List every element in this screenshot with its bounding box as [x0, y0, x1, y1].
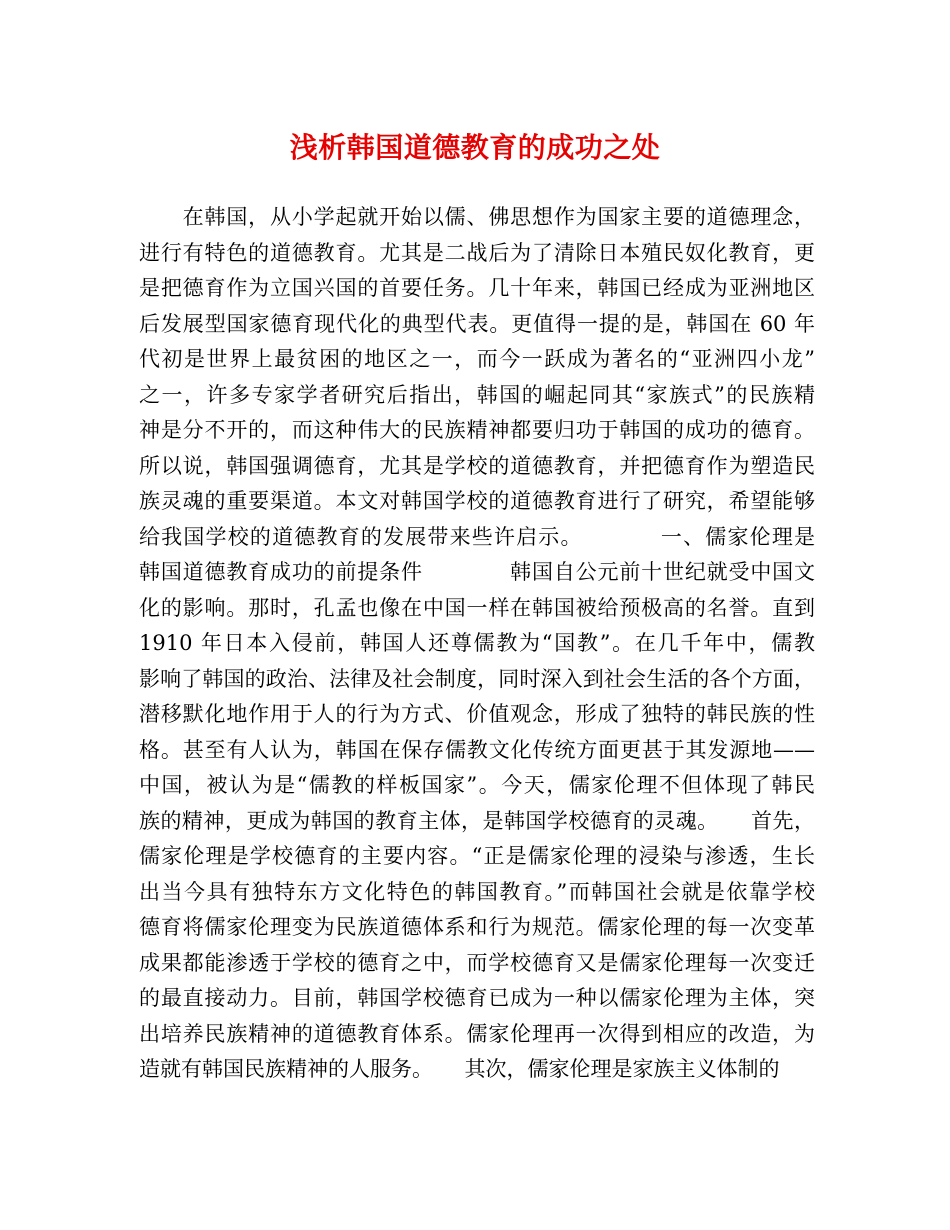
- text-line: 1910 年日本入侵前，韩国人还尊儒教为“国教”。在几千年中，儒教: [139, 631, 815, 655]
- text-line: 后发展型国家德育现代化的典型代表。更值得一提的是，韩国在 60 年: [139, 311, 815, 336]
- text-line: 儒家伦理是学校德育的主要内容。“正是儒家伦理的浸染与渗透，生长: [139, 844, 815, 868]
- text-line: 在韩国，从小学起就开始以儒、佛思想作为国家主要的道德理念，: [139, 205, 815, 229]
- text-line: 影响了韩国的政治、法律及社会制度，同时深入到社会生活的各个方面，: [139, 666, 815, 691]
- text-line: 潜移默化地作用于人的行为方式、价值观念，形成了独特的韩民族的性: [139, 702, 815, 726]
- text-line: 是把德育作为立国兴国的首要任务。几十年来，韩国已经成为亚洲地区: [139, 276, 815, 300]
- text-line: 出培养民族精神的道德教育体系。儒家伦理再一次得到相应的改造，为: [139, 1021, 815, 1046]
- text-line: 族的精神，更成为韩国的教育主体，是韩国学校德育的灵魂。 首先，: [139, 808, 815, 833]
- body-paragraph: [139, 200, 815, 1088]
- text-line: 中国，被认为是“儒教的样板国家”。今天，儒家伦理不但体现了韩民: [139, 773, 815, 797]
- text-line: 格。甚至有人认为，韩国在保存儒教文化传统方面更甚于其发源地——: [139, 737, 815, 762]
- text-line: 进行有特色的道德教育。尤其是二战后为了清除日本殖民奴化教育，更: [139, 240, 815, 265]
- text-line: 代初是世界上最贫困的地区之一，而今一跃成为著名的“亚洲四小龙”: [139, 347, 815, 371]
- text-line: 出当今具有独特东方文化特色的韩国教育。”而韩国社会就是依靠学校: [139, 879, 815, 904]
- text-line: 造就有韩国民族精神的人服务。 其次，儒家伦理是家族主义体制的: [139, 1057, 780, 1081]
- text-line: 的最直接动力。目前，韩国学校德育已成为一种以儒家伦理为主体，突: [139, 986, 815, 1010]
- document-title: 浅析韩国道德教育的成功之处: [289, 131, 661, 164]
- text-line: 化的影响。那时，孔孟也像在中国一样在韩国被给预极高的名誉。直到: [139, 595, 815, 620]
- text-line: 韩国道德教育成功的前提条件 韩国自公元前十世纪就受中国文: [139, 560, 815, 584]
- text-line: 之一，许多专家学者研究后指出，韩国的崛起同其“家族式”的民族精: [139, 382, 815, 407]
- text-line: 德育将儒家伦理变为民族道德体系和行为规范。儒家伦理的每一次变革: [139, 915, 815, 939]
- text-line: 成果都能渗透于学校的德育之中，而学校德育又是儒家伦理每一次变迁: [139, 950, 815, 975]
- text-line: 神是分不开的，而这种伟大的民族精神都要归功于韩国的成功的德育。: [139, 418, 815, 442]
- text-line: 给我国学校的道德教育的发展带来些许启示。 一、儒家伦理是: [139, 524, 815, 549]
- text-line: 族灵魂的重要渠道。本文对韩国学校的道德教育进行了研究，希望能够: [139, 489, 815, 513]
- text-line: 所以说，韩国强调德育，尤其是学校的道德教育，并把德育作为塑造民: [139, 453, 815, 478]
